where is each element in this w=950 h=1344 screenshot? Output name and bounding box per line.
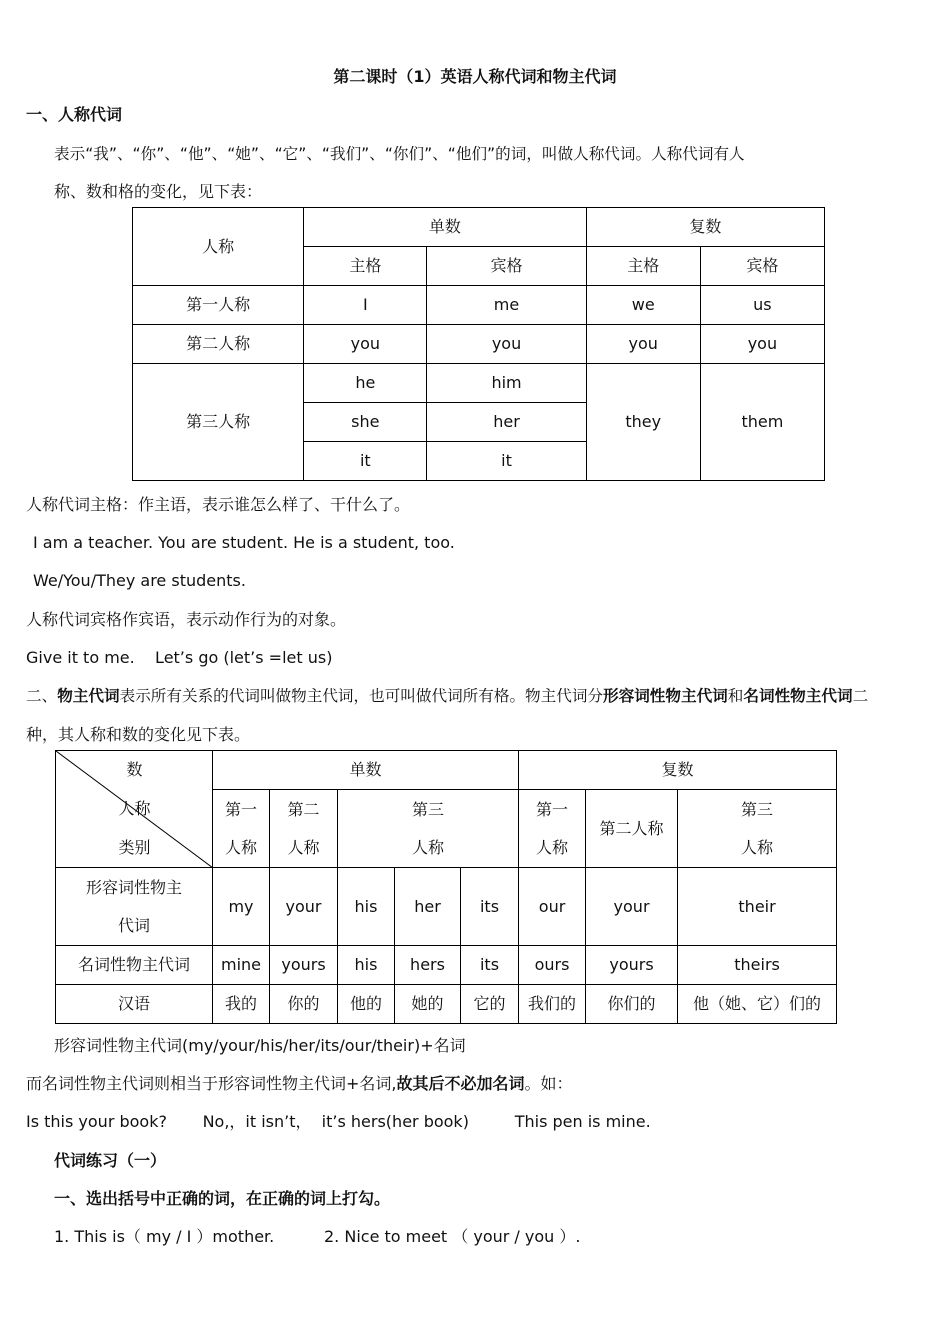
possessive-intro-line-1 [26,685,868,707]
header-singular: 单数 [304,208,586,247]
header-text: 第三 [412,799,445,819]
table-cell: yours [270,946,338,985]
header-text: 人称 [412,837,445,857]
row-label: 第一人称 [133,286,304,325]
header-subject-case: 主格 [586,247,700,286]
table-cell: their [678,868,837,946]
table-cell: he [304,364,427,403]
table-cell: her [395,868,461,946]
possessive-intro-line-2: 种，其人称和数的变化见下表。 [26,725,251,744]
header-pl-second-person: 第二人称 [586,790,678,868]
header-text: 人称 [224,837,257,857]
text-run: 而名词性物主代词则相当于形容词性物主代词+名词, [26,1074,397,1093]
table-cell: your [586,868,678,946]
text-run: 。如： [524,1074,573,1093]
table-cell: you [427,325,586,364]
text-run-bold: 形容词性物主代词 [603,687,728,705]
row-label-noun-possessive: 名词性物主代词 [56,946,213,985]
header-plural: 复数 [519,751,837,790]
text-run: 表示所有关系的代词叫做物主代词，也可叫做代词所有格。物主代词分 [119,687,604,705]
diag-label-number: 数 [126,760,143,779]
possessive-pronoun-table [55,750,837,1024]
example-sentence-1: I am a teacher. You are student. He is a student, too. [33,533,455,552]
exercise-heading: 代词练习（一） [54,1151,167,1170]
header-text: 第二 [287,799,320,819]
table-cell: theirs [678,946,837,985]
note-object-case: 人称代词宾格作宾语，表示动作行为的对象。 [26,610,347,629]
header-text: 人称 [741,837,774,857]
header-plural: 复数 [586,208,824,247]
header-text: 人称 [287,837,320,857]
table-cell: 她的 [395,985,461,1024]
intro-paragraph-line-2: 称、数和格的变化，见下表： [54,182,263,201]
text-run-bold: 故其后不必加名词 [396,1074,525,1093]
table-cell: 我的 [213,985,270,1024]
table-cell: his [338,868,395,946]
row-label: 第二人称 [133,325,304,364]
table-cell: 你的 [270,985,338,1024]
table-cell: us [700,286,824,325]
header-object-case: 宾格 [700,247,824,286]
table-cell: I [304,286,427,325]
table-cell: my [213,868,270,946]
header-text: 第一 [536,799,569,819]
table-cell: 他的 [338,985,395,1024]
table-cell: 我们的 [519,985,586,1024]
exercise-question-1: 1. This is（ my / I ）mother. [54,1227,275,1246]
table-cell: its [461,946,519,985]
note-noun-possessive [26,1073,573,1095]
example-sentence-2: We/You/They are students. [33,571,246,590]
table-cell: we [586,286,700,325]
table-cell: 他（她、它）们的 [678,985,837,1024]
personal-pronoun-table [132,207,825,481]
table-cell: you [586,325,700,364]
header-text: 第三 [741,799,774,819]
page-title: 第二课时（1）英语人称代词和物主代词 [333,67,617,86]
table-cell: our [519,868,586,946]
diag-label-person: 人称 [118,799,151,818]
row-label-text: 代词 [117,915,150,935]
diag-label-category: 类别 [118,838,151,857]
row-label-text: 形容词性物主 [85,877,182,897]
text-run: 二 [852,687,869,705]
table-cell: your [270,868,338,946]
table-cell: them [700,364,824,481]
header-sg-third-person [338,790,519,868]
note-adjective-possessive: 形容词性物主代词(my/your/his/her/its/our/their)+名词 [54,1036,466,1055]
diagonal-header-cell [56,751,213,868]
table-cell: hers [395,946,461,985]
table-cell: she [304,403,427,442]
header-subject-case: 主格 [304,247,427,286]
note-subject-case: 人称代词主格：作主语，表示谁怎么样了、干什么了。 [26,495,411,514]
row-label: 第三人称 [133,364,304,481]
table-cell: 它的 [461,985,519,1024]
row-label-adjective-possessive [56,868,213,946]
text-run-bold: 名词性物主代词 [743,687,853,705]
header-person: 人称 [133,208,304,286]
exercise-question-2: 2. Nice to meet （ your / you ）. [324,1227,581,1246]
table-cell: yours [586,946,678,985]
header-text: 第一 [224,799,257,819]
section-heading-personal-pronouns: 一、人称代词 [26,105,123,124]
exercise-instruction: 一、选出括号中正确的词，在正确的词上打勾。 [54,1189,391,1208]
table-cell: ours [519,946,586,985]
header-singular: 单数 [213,751,519,790]
text-run-bold: 物主代词 [57,687,120,705]
table-cell: it [427,442,586,481]
intro-paragraph-line-1: 表示“我”、“你”、“他”、“她”、“它”、“我们”、“你们”、“他们”的词，叫做人称代词。人称代词有人 [54,145,745,163]
header-pl-first-person [519,790,586,868]
table-cell: him [427,364,586,403]
table-cell: they [586,364,700,481]
header-object-case: 宾格 [427,247,586,286]
example-sentence-4: Is this your book? No,，it isn’t， it’s hers(her book) This pen is mine. [26,1112,651,1131]
table-cell: her [427,403,586,442]
row-label-chinese: 汉语 [56,985,213,1024]
table-cell: me [427,286,586,325]
table-cell: his [338,946,395,985]
header-sg-first-person [213,790,270,868]
header-pl-third-person [678,790,837,868]
table-cell: you [304,325,427,364]
text-run: 和 [727,687,744,705]
header-sg-second-person [270,790,338,868]
text-run: 二、 [26,687,58,705]
table-cell: you [700,325,824,364]
header-text: 人称 [536,837,569,857]
example-sentence-3: Give it to me. Let’s go (let’s =let us) [26,648,333,667]
table-cell: mine [213,946,270,985]
table-cell: 你们的 [586,985,678,1024]
table-cell: it [304,442,427,481]
table-cell: its [461,868,519,946]
